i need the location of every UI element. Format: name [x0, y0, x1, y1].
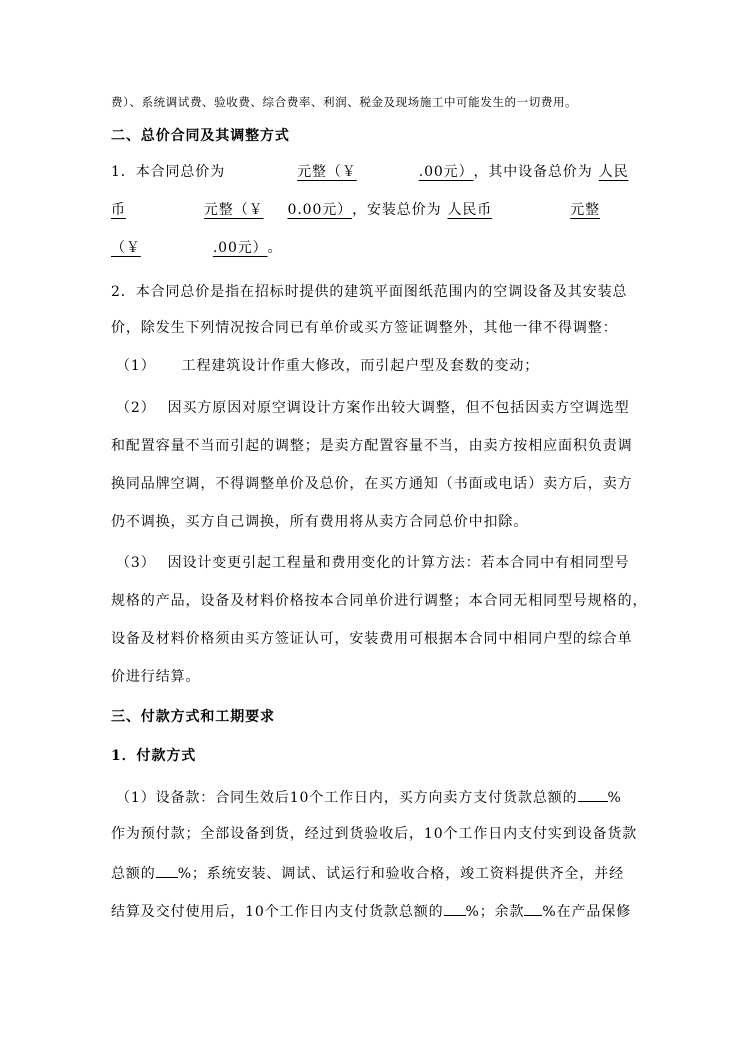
text-segment: 人民币	[447, 202, 493, 218]
blank-install-price	[442, 200, 601, 220]
text-segment: ，安装总价为	[352, 202, 442, 218]
blank-install-amount	[111, 238, 268, 258]
text-segment: %	[607, 790, 622, 806]
text-line: 2．本合同总价是指在招标时提供的建筑平面图纸范围内的空调设备及其安装总	[111, 284, 628, 300]
blank-percent	[578, 786, 608, 802]
text-segment: 元整	[570, 202, 601, 218]
text-segment: （1）设备款：合同生效后10个工作日内，买方向卖方支付货款总额的	[116, 790, 578, 806]
text-segment: 。	[267, 240, 283, 256]
clause-number: （1）	[116, 358, 156, 374]
clause-text: 因买方原因对原空调设计方案作出较大调整，但不包括因卖方空调选型	[167, 400, 630, 416]
text-line-total-price	[111, 162, 629, 182]
blank-equipment-price: 人民	[598, 164, 629, 180]
text-line	[111, 238, 282, 258]
text-line-equipment-install	[111, 200, 600, 220]
clause-2	[116, 398, 630, 418]
text-segment: 0.00元）	[287, 202, 353, 218]
clause-number: （2）	[116, 400, 156, 416]
clause-1	[116, 356, 539, 376]
blank-percent	[444, 900, 466, 916]
text-segment: 1．本合同总价为	[111, 164, 226, 180]
text-line: 费）、系统调试费、验收费、综合费率、利润、税金及现场施工中可能发生的一切费用。	[111, 95, 578, 109]
text-segment: 总额的	[111, 866, 156, 882]
text-segment: 结算及交付使用后，10个工作日内支付货款总额的	[111, 904, 444, 920]
section-heading-2: 二、总价合同及其调整方式	[111, 128, 290, 144]
text-line: 规格的产品，设备及材料价格按本合同单价进行调整；本合同无相同型号规格的，	[111, 593, 648, 609]
blank-percent	[524, 900, 542, 916]
text-line: 价，除发生下列情况按合同已有单价或买方签证调整外，其他一律不得调整：	[111, 320, 618, 336]
text-segment: 元整（￥	[203, 202, 264, 218]
text-line: 价进行结算。	[111, 669, 201, 685]
clause-text: 工程建筑设计作重大修改，而引起户型及套数的变动；	[181, 358, 540, 374]
text-segment: 币	[111, 202, 126, 218]
section-heading-3: 三、付款方式和工期要求	[111, 709, 275, 725]
blank-percent	[156, 862, 178, 878]
blank-amount	[225, 162, 473, 182]
text-segment: %在产品保修	[542, 904, 632, 920]
text-segment: ，其中设备总价为	[473, 164, 593, 180]
text-line-payment	[111, 862, 624, 884]
text-segment: .00元）	[418, 164, 474, 180]
subsection-heading: 1．付款方式	[111, 748, 197, 764]
text-line: 作为预付款；全部设备到货，经过到货验收后，10个工作日内支付实到设备货款	[111, 826, 638, 842]
text-line: 设备及材料价格须由买方签证认可，安装费用可根据本合同中相同户型的综合单	[111, 631, 633, 647]
text-line-payment	[116, 786, 622, 808]
blank-equipment-price-cont	[111, 200, 352, 220]
text-line: 和配置容量不当而引起的调整；是卖方配置容量不当，由卖方按相应面积负责调	[111, 438, 633, 454]
clause-text: 因设计变更引起工程量和费用变化的计算方法：若本合同中有相同型号	[167, 555, 630, 571]
text-segment: %；系统安装、调试、试运行和验收合格，竣工资料提供齐全，并经	[177, 866, 625, 882]
text-segment: %；余款	[465, 904, 525, 920]
text-line: 换同品牌空调，不得调整单价及总价，在买方通知（书面或电话）卖方后，卖方	[111, 476, 633, 492]
text-segment: （￥	[111, 240, 141, 256]
clause-number: （3）	[116, 555, 156, 571]
clause-3	[116, 553, 630, 573]
text-line: 仍不调换，买方自己调换，所有费用将从卖方合同总价中扣除。	[111, 514, 529, 530]
text-segment: 元整（￥	[297, 164, 357, 180]
text-line-payment	[111, 900, 631, 922]
text-segment: .00元）	[212, 240, 268, 256]
